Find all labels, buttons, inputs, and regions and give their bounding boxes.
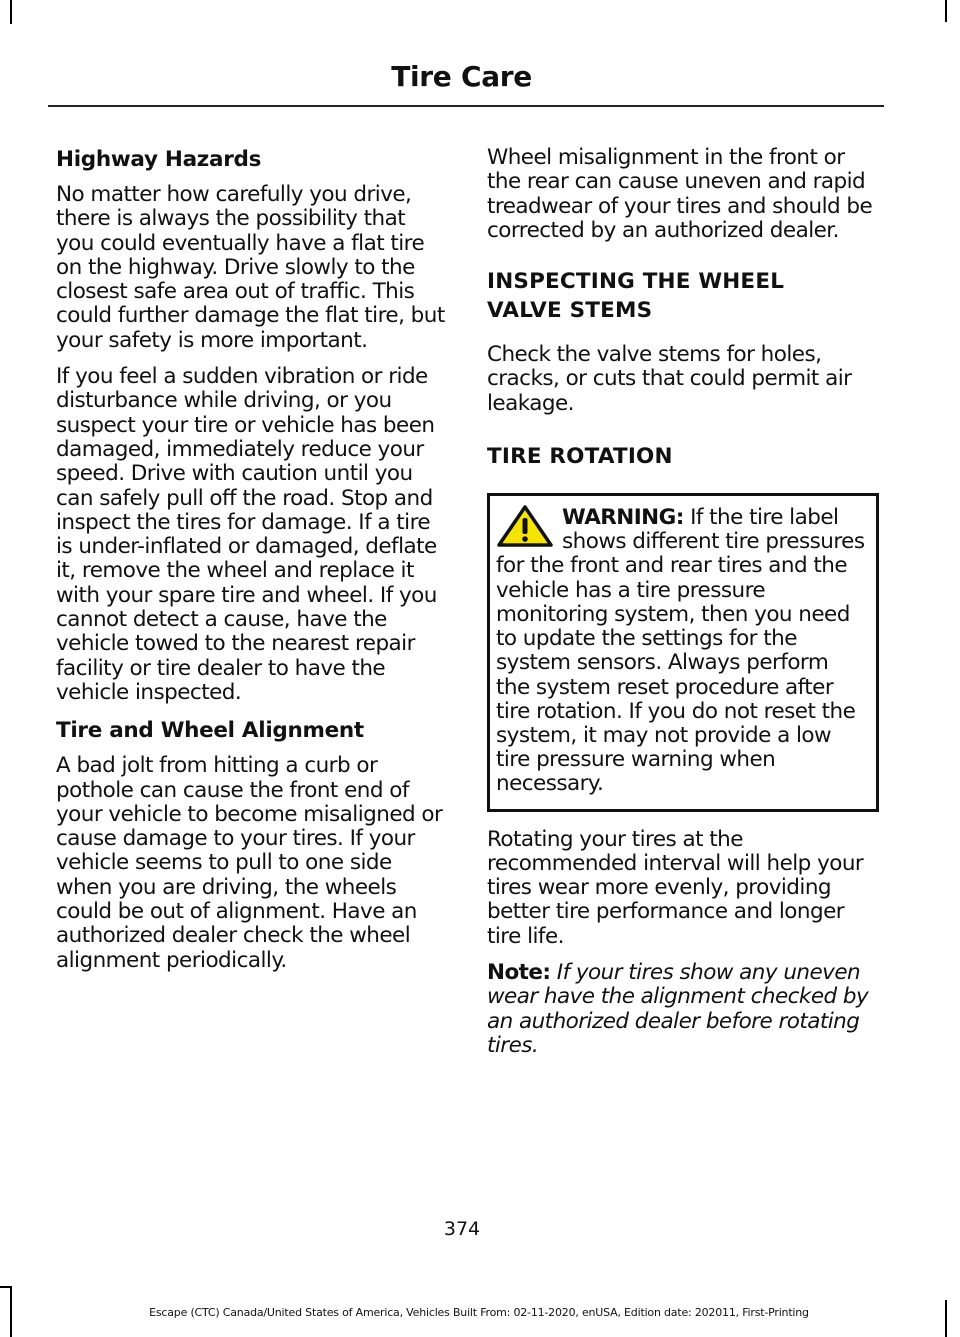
highway-hazards-paragraph-2: If you feel a sudden vibration or ride disturbance while driving, or you suspect your tire or vehicle has been damaged, immediately reduce your speed. Drive with caution until you can safely pull off the road. Stop and inspect the tires for damage. If a tire is under-inflated or damaged, deflate it, remove the wheel and replace it with your spare tire and wheel. If you cannot detect a cause, have the vehicle towed to the nearest repair facility or tire dealer to have the vehicle inspected. xyxy=(56,364,437,705)
valve-stems-heading-line2: VALVE STEMS xyxy=(487,298,653,324)
right-column xyxy=(487,146,879,1070)
tire-rotation-paragraph: Rotating your tires at the recommended interval will help your tires wear more evenly, providing better tire performance and longer tire life. xyxy=(487,826,864,949)
header-divider xyxy=(48,105,884,107)
crop-mark-top-right xyxy=(945,0,947,22)
footer-edition-info: Escape (CTC) Canada/United States of America, Vehicles Built From: 02-11-2020, enUSA, Edition date: 202011, First-Printing xyxy=(149,1306,809,1319)
highway-hazards-heading: Highway Hazards xyxy=(56,147,262,172)
valve-stems-heading-line1: INSPECTING THE WHEEL xyxy=(487,269,785,295)
tire-wheel-alignment-heading: Tire and Wheel Alignment xyxy=(56,718,364,744)
tire-rotation-heading: TIRE ROTATION xyxy=(487,444,673,470)
highway-hazards-paragraph-1: No matter how carefully you drive, there is always the possibility that you could eventually have a flat tire on the highway. Drive slowly to the closest safe area out of traffic. This could further damage the flat tire, but your safety is more important. xyxy=(56,182,445,353)
valve-stems-paragraph: Check the valve stems for holes, cracks, or cuts that could permit air leakage. xyxy=(487,342,852,416)
warning-label: WARNING: xyxy=(562,505,684,531)
note-text: If your tires show any uneven wear have the alignment checked by an authorized dealer before rotating tires. xyxy=(487,960,869,1058)
tire-wheel-alignment-paragraph: A bad jolt from hitting a curb or pothole can cause the front end of your vehicle to become misaligned or cause damage to your tires. If your vehicle seems to pull to one side when you are driving, the wheels could be out of alignment. Have an authorized dealer check the wheel alignment periodically. xyxy=(56,753,443,973)
note-paragraph xyxy=(487,961,879,1058)
warning-box xyxy=(487,493,879,811)
left-column xyxy=(56,146,448,985)
valve-stems-heading xyxy=(487,267,879,325)
crop-mark-top-left xyxy=(10,0,12,24)
page-title: Tire Care xyxy=(391,60,532,93)
misalignment-paragraph: Wheel misalignment in the front or the rear can cause uneven and rapid treadwear of your tires and should be corrected by an authorized dealer. xyxy=(487,145,873,243)
page-number: 374 xyxy=(443,1218,481,1240)
note-label: Note: xyxy=(487,960,551,985)
warning-text: If the tire label shows different tire pressures for the front and rear tires and the vehicle has a tire pressure monitoring system, then you need to update the settings for the system sensors. Always perform the system reset procedure after tire rotation. If you do not reset the system, it may not provide a low tire pressure warning when necessary. xyxy=(496,505,865,797)
warning-triangle-icon xyxy=(496,504,554,548)
crop-mark-bottom-left-h xyxy=(0,1286,12,1288)
